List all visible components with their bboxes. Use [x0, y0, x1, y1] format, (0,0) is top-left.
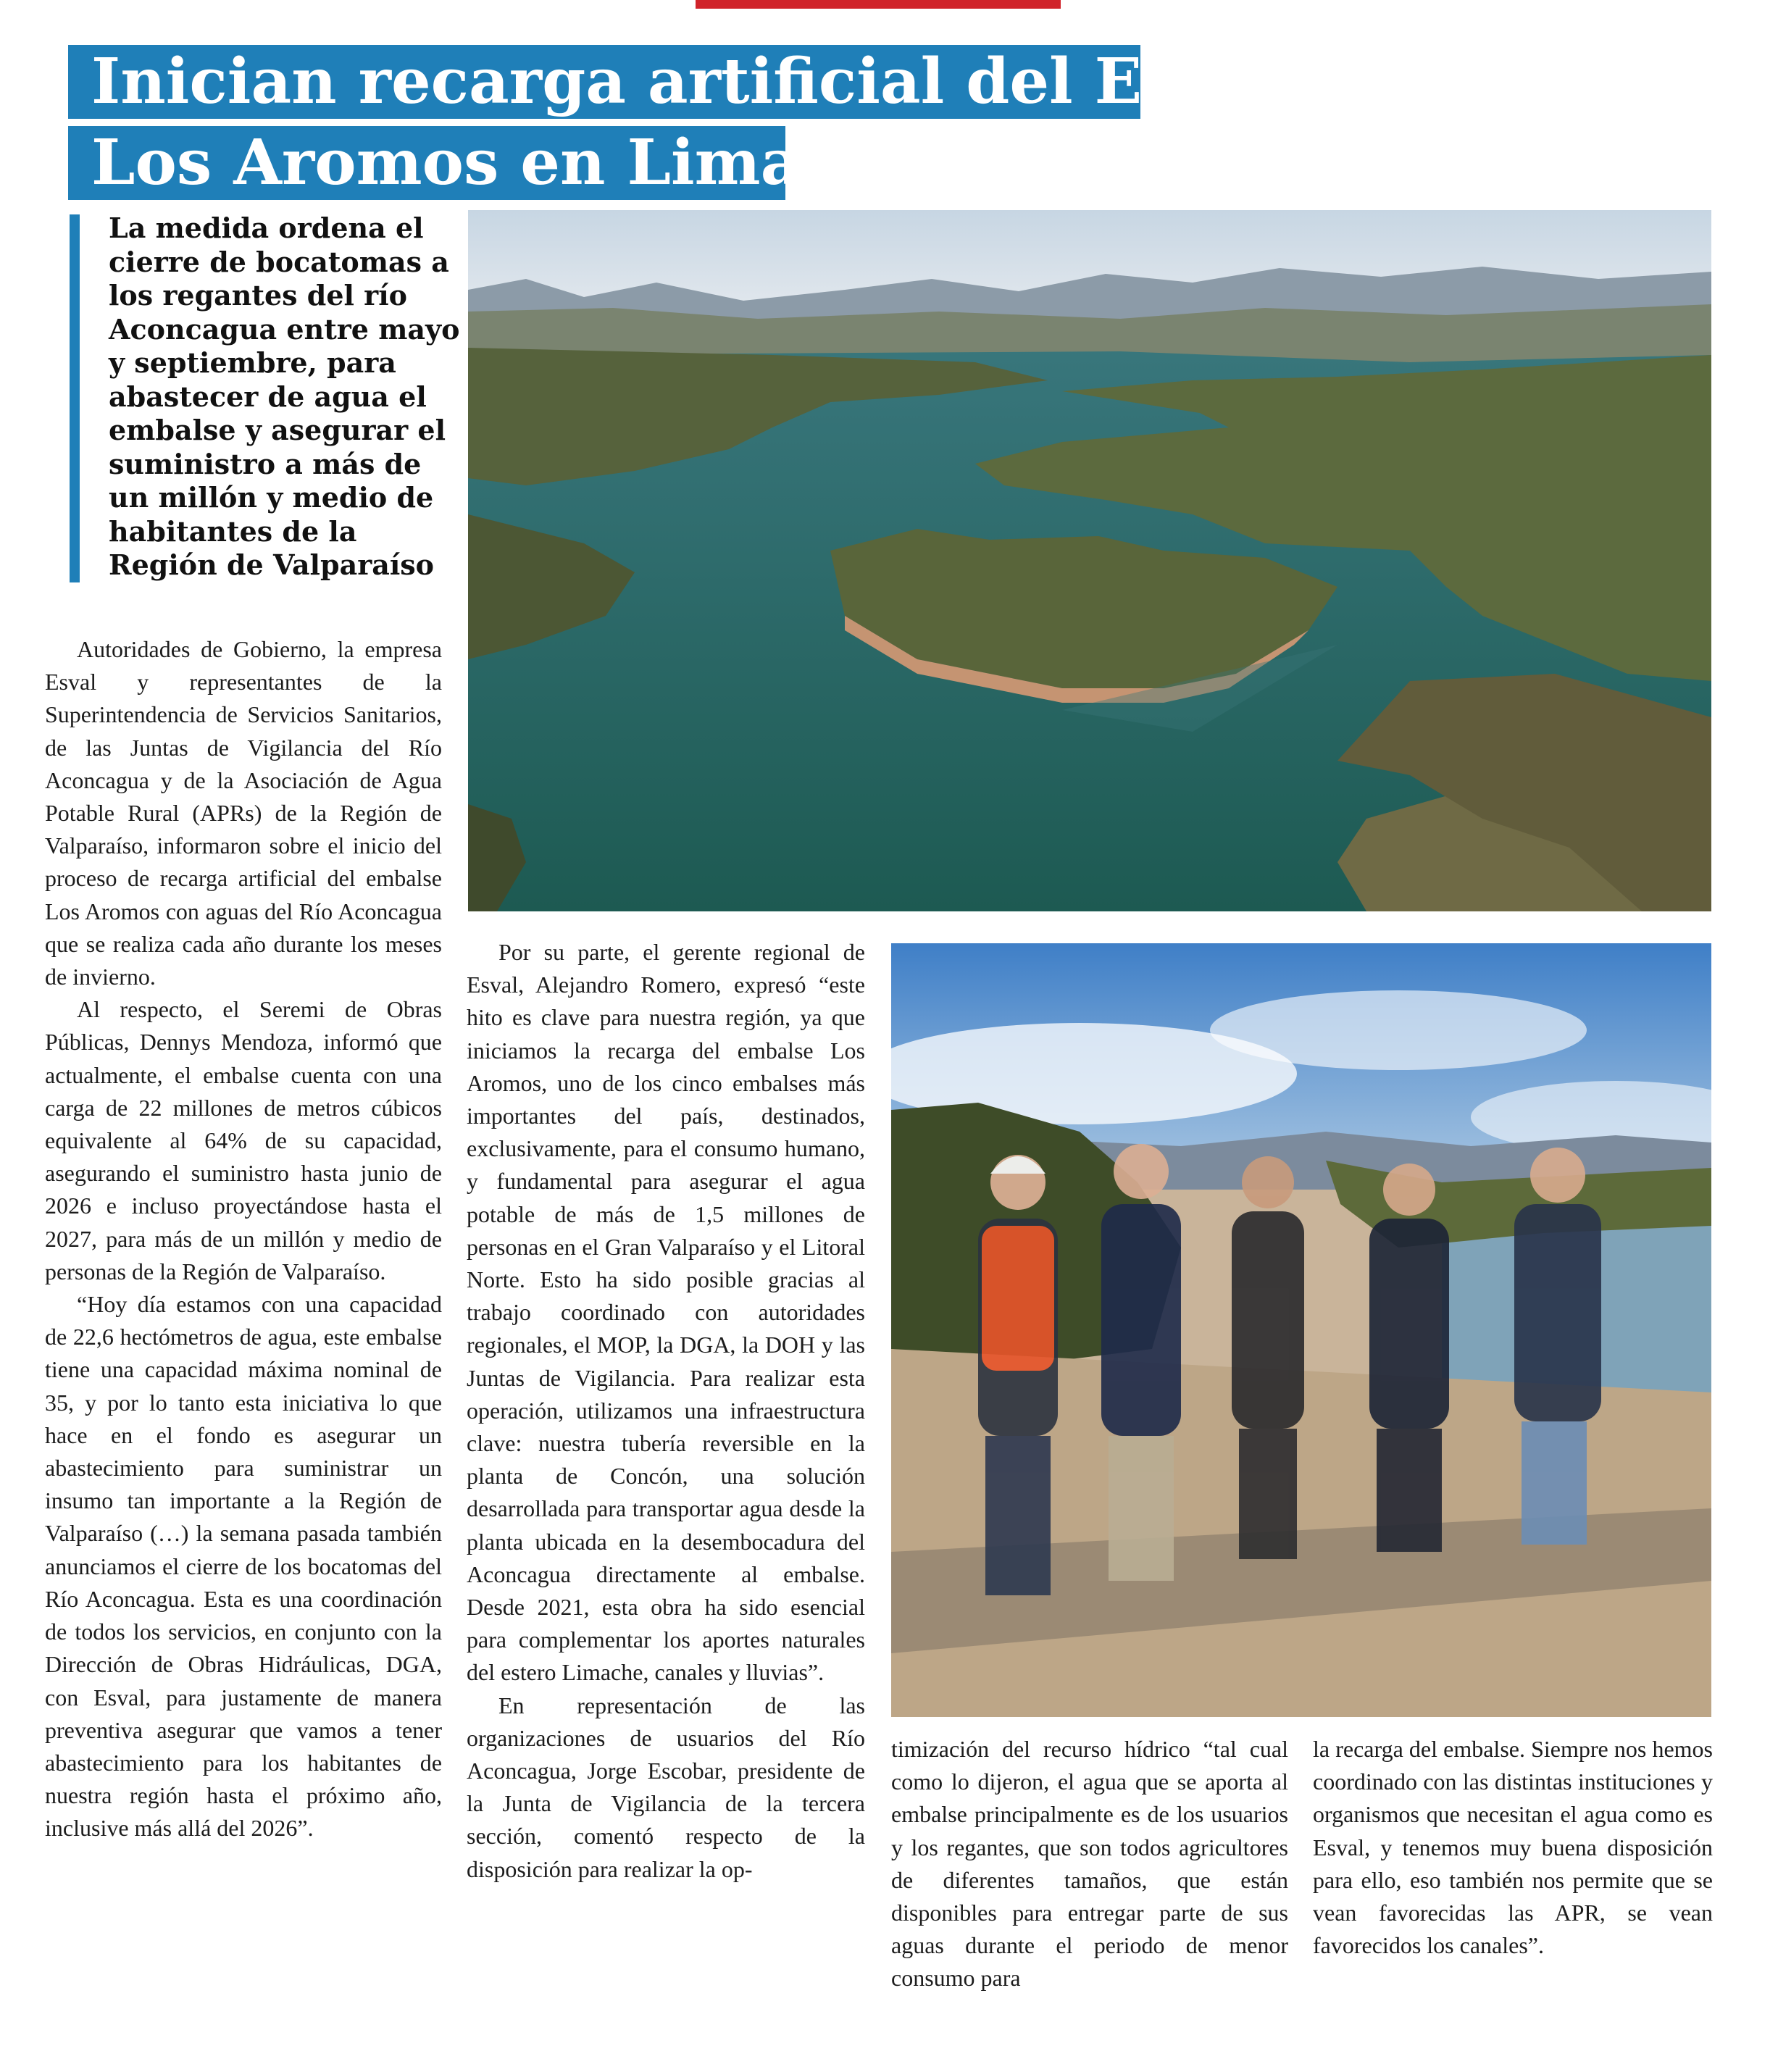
body-paragraph: Por su parte, el gerente regional de Esval, Alejandro Romero, expresó “este hito es clave para nuestra región, ya que iniciamos la recarga del embalse Los Aromos, uno de los cinco embalses más importantes del país, destinados, exclusivamente, para el consumo humano, y fundamental para asegurar el agua potable de más de 1,5 millones de personas en el Gran Valparaíso y el Litoral Norte. Esto ha sido posible gracias al trabajo coordinado con autoridades regionales, el MOP, la DGA, la DOH y las Juntas de Vigilancia. Para realizar esta operación, utilizamos una infraestructura clave: nuestra tubería reversible en la planta de Concón, una solución desarrollada para transportar agua desde la planta ubicada en la desembocadura del Aconcagua directamente al embalse. Desde 2021, esta obra ha sido esencial para complementar los aportes naturales del estero Limache, canales y lluvias”. — [467, 939, 865, 1686]
body-column-2 — [467, 936, 865, 1886]
officials-visit-photo — [891, 943, 1711, 1717]
body-column-1 — [45, 633, 442, 1845]
body-paragraph: la recarga del embalse. Siempre nos hemos coordinado con las distintas instituciones y organismos que necesitan el agua como es Esval, y tenemos muy buena disposición para ello, eso también nos permite que se vean favorecidas las APR, se vean favorecidos los canales”. — [1313, 1736, 1713, 1959]
body-paragraph: Al respecto, el Seremi de Obras Públicas, Dennys Mendoza, informó que actualmente, el embalse cuenta con una carga de 22 millones de metros cúbicos equivalente al 64% de su capacidad, asegurando el suministro hasta junio de 2026 e incluso proyectándose hasta el 2027, para más de un millón y medio de personas de la Región de Valparaíso. — [45, 996, 442, 1284]
deck-subheadline: La medida ordena el cierre de bocatomas a los regantes del río Aconcagua entre mayo y septiembre, para abastecer de agua el embalse y asegurar el suministro a más de un millón y medio de habitantes de la Región de Valparaíso — [109, 212, 460, 581]
body-column-4 — [1313, 1733, 1713, 1962]
headline-line-1: Inician recarga artificial del Embalse — [68, 45, 1140, 119]
headline-line-2: Los Aromos en Limache — [68, 126, 785, 200]
top-red-rule — [696, 0, 1061, 9]
body-paragraph: “Hoy día estamos con una capacidad de 22,6 hectómetros de agua, este embalse tiene una capacidad máxima nominal de 35, y por lo tanto esta iniciativa lo que hace en el fondo es asegurar un abastecimiento para suministrar un insumo tan importante a la Región de Valparaíso (…) la semana pasada también anunciamos el cierre de los bocatomas del Río Aconcagua. Esta es una coordinación de todos los servicios, en conjunto con la Dirección de Obras Hidráulicas, DGA, con Esval, para justamente de manera preventiva asegurar que vamos a tener abastecimiento para los habitantes de nuestra región hasta el próximo año, inclusive más allá del 2026”. — [45, 1291, 442, 1842]
body-paragraph: timización del recurso hídrico “tal cual como lo dijeron, el agua que se aporta al embalse principalmente es de los usuarios y los regantes, que son todos agricultores de diferentes tamaños, que están disponibles para entregar parte de sus aguas durante el periodo de menor consumo para — [891, 1736, 1288, 1992]
body-column-3 — [891, 1733, 1288, 1995]
reservoir-aerial-photo — [468, 210, 1711, 911]
deck-accent-bar — [70, 214, 80, 582]
body-paragraph: En representación de las organizaciones de usuarios del Río Aconcagua, Jorge Escobar, presidente de la Junta de Vigilancia de la tercera sección, comentó respecto de la disposición para realizar la op- — [467, 1692, 865, 1882]
body-paragraph: Autoridades de Gobierno, la empresa Esval y representantes de la Superintendencia de Servicios Sanitarios, de las Juntas de Vigilancia del Río Aconcagua y de la Asociación de Agua Potable Rural (APRs) de la Región de Valparaíso, informaron sobre el inicio del proceso de recarga artificial del embalse Los Aromos con aguas del Río Aconcagua que se realiza cada año durante los meses de invierno. — [45, 636, 442, 990]
